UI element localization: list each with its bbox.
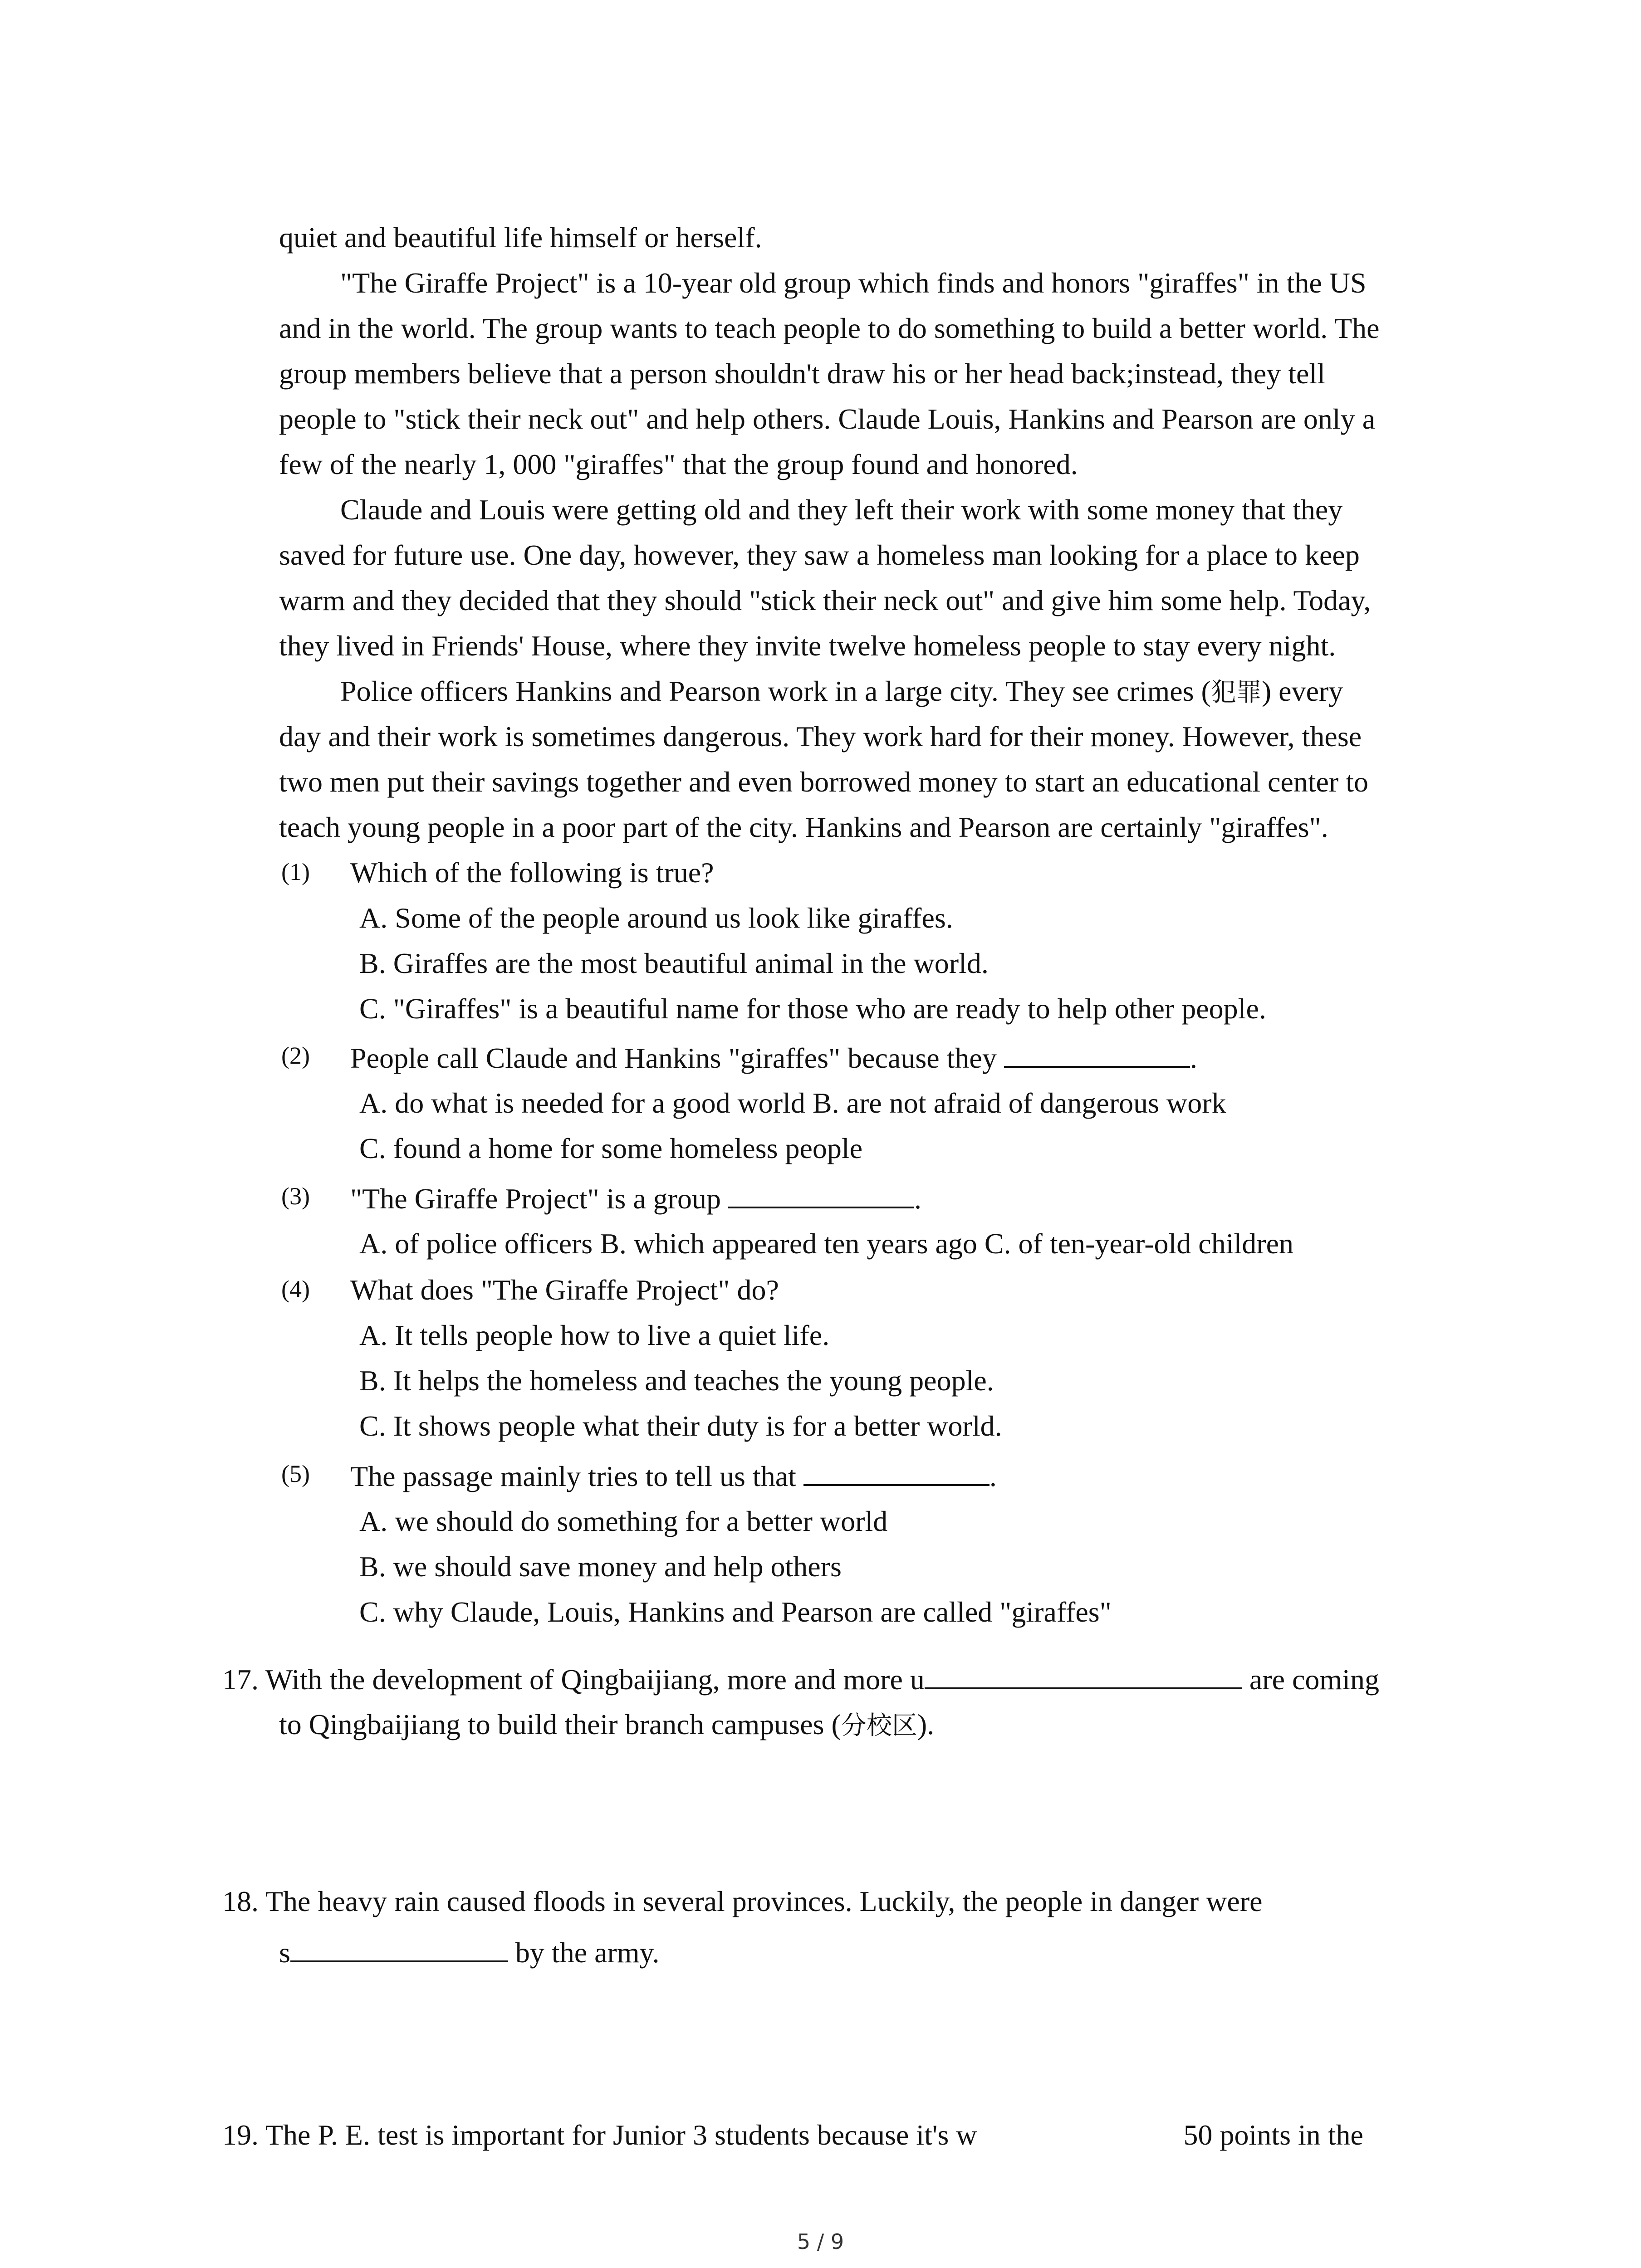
question-text: The passage mainly tries to tell us that <box>350 1460 796 1492</box>
answer-option: B. Giraffes are the most beautiful animal in the world. <box>359 947 989 979</box>
fill-in-item <box>222 2121 1363 2150</box>
answer-option: A. Some of the people around us look like giraffes. <box>359 902 953 934</box>
answer-blank[interactable] <box>803 1461 989 1486</box>
item-text: ). <box>917 1708 935 1740</box>
question-number: (2) <box>281 1042 310 1069</box>
fill-in-item: 18. The heavy rain caused floods in several provinces. Luckily, the people in danger were <box>222 1885 1263 1917</box>
item-continuation <box>279 1710 934 1739</box>
item-text: 19. The P. E. test is important for Junior 3 students because it's w <box>222 2119 977 2151</box>
passage-line: "The Giraffe Project" is a 10-year old group which finds and honors "giraffes" in the US <box>340 267 1367 299</box>
answer-blank[interactable] <box>925 1665 1242 1689</box>
answer-option: A. It tells people how to live a quiet life. <box>359 1319 830 1351</box>
question-text: What does "The Giraffe Project" do? <box>350 1274 779 1306</box>
answer-option: C. why Claude, Louis, Hankins and Pearson are called "giraffes" <box>359 1596 1112 1628</box>
question-text: Which of the following is true? <box>350 856 714 889</box>
page-number: 5 / 9 <box>797 2229 844 2254</box>
passage-line: day and their work is sometimes dangerous. They work hard for their money. However, these <box>279 720 1362 753</box>
passage-line: teach young people in a poor part of the city. Hankins and Pearson are certainly "giraffes". <box>279 811 1328 843</box>
passage-line: and in the world. The group wants to teach people to do something to build a better world. The <box>279 312 1380 344</box>
passage-line: few of the nearly 1, 000 "giraffes" that the group found and honored. <box>279 448 1078 480</box>
chinese-gloss: 犯罪 <box>1210 678 1262 707</box>
answer-option: A. we should do something for a better world <box>359 1505 888 1537</box>
passage-text: ) every <box>1261 675 1343 707</box>
item-text: 17. With the development of Qingbaijiang, more and more u <box>222 1663 925 1696</box>
chinese-gloss: 分校区 <box>841 1711 917 1740</box>
passage-line: saved for future use. One day, however, they saw a homeless man looking for a place to keep <box>279 539 1360 571</box>
passage-line: group members believe that a person shouldn't draw his or her head back;instead, they tell <box>279 357 1325 390</box>
passage-line: they lived in Friends' House, where they invite twelve homeless people to stay every night. <box>279 630 1336 662</box>
answer-blank[interactable] <box>290 1938 508 1962</box>
passage-line: warm and they decided that they should "stick their neck out" and give him some help. Today, <box>279 584 1371 616</box>
question-line: The passage mainly tries to tell us that . <box>350 1460 997 1492</box>
item-text: are coming <box>1249 1663 1379 1696</box>
item-text: to Qingbaijiang to build their branch campuses ( <box>279 1708 841 1740</box>
question-number: (1) <box>281 858 310 885</box>
question-text: "The Giraffe Project" is a group <box>350 1183 721 1215</box>
passage-text: Police officers Hankins and Pearson work in a large city. They see crimes ( <box>340 675 1211 707</box>
question-text: People call Claude and Hankins "giraffes" because they <box>350 1042 997 1074</box>
passage-line: two men put their savings together and even borrowed money to start an educational center to <box>279 766 1369 798</box>
answer-blank[interactable] <box>728 1184 914 1208</box>
answer-option: A. do what is needed for a good world B. are not afraid of dangerous work <box>359 1087 1226 1119</box>
answer-option: C. "Giraffes" is a beautiful name for those who are ready to help other people. <box>359 992 1266 1025</box>
answer-option: A. of police officers B. which appeared ten years ago C. of ten-year-old children <box>359 1227 1293 1260</box>
answer-option: B. we should save money and help others <box>359 1550 842 1583</box>
question-line: "The Giraffe Project" is a group . <box>350 1183 922 1215</box>
answer-option: C. It shows people what their duty is for a better world. <box>359 1410 1002 1442</box>
passage-line: Claude and Louis were getting old and they left their work with some money that they <box>340 494 1343 526</box>
passage-line: people to "stick their neck out" and help others. Claude Louis, Hankins and Pearson are only a <box>279 403 1376 435</box>
question-number: (3) <box>281 1183 310 1210</box>
fill-in-item <box>222 1665 1379 1694</box>
item-text: s <box>279 1936 290 1969</box>
item-text: 50 points in the <box>1183 2119 1363 2151</box>
question-number: (5) <box>281 1460 310 1487</box>
passage-line <box>340 677 1343 706</box>
question-line: People call Claude and Hankins "giraffes" because they . <box>350 1042 1197 1074</box>
item-continuation <box>279 1938 659 1967</box>
answer-option: B. It helps the homeless and teaches the young people. <box>359 1364 994 1397</box>
item-text: by the army. <box>515 1936 660 1969</box>
passage-line: quiet and beautiful life himself or herself. <box>279 221 762 254</box>
answer-blank[interactable] <box>1004 1043 1190 1068</box>
question-number: (4) <box>281 1276 310 1303</box>
answer-option: C. found a home for some homeless people <box>359 1132 863 1164</box>
